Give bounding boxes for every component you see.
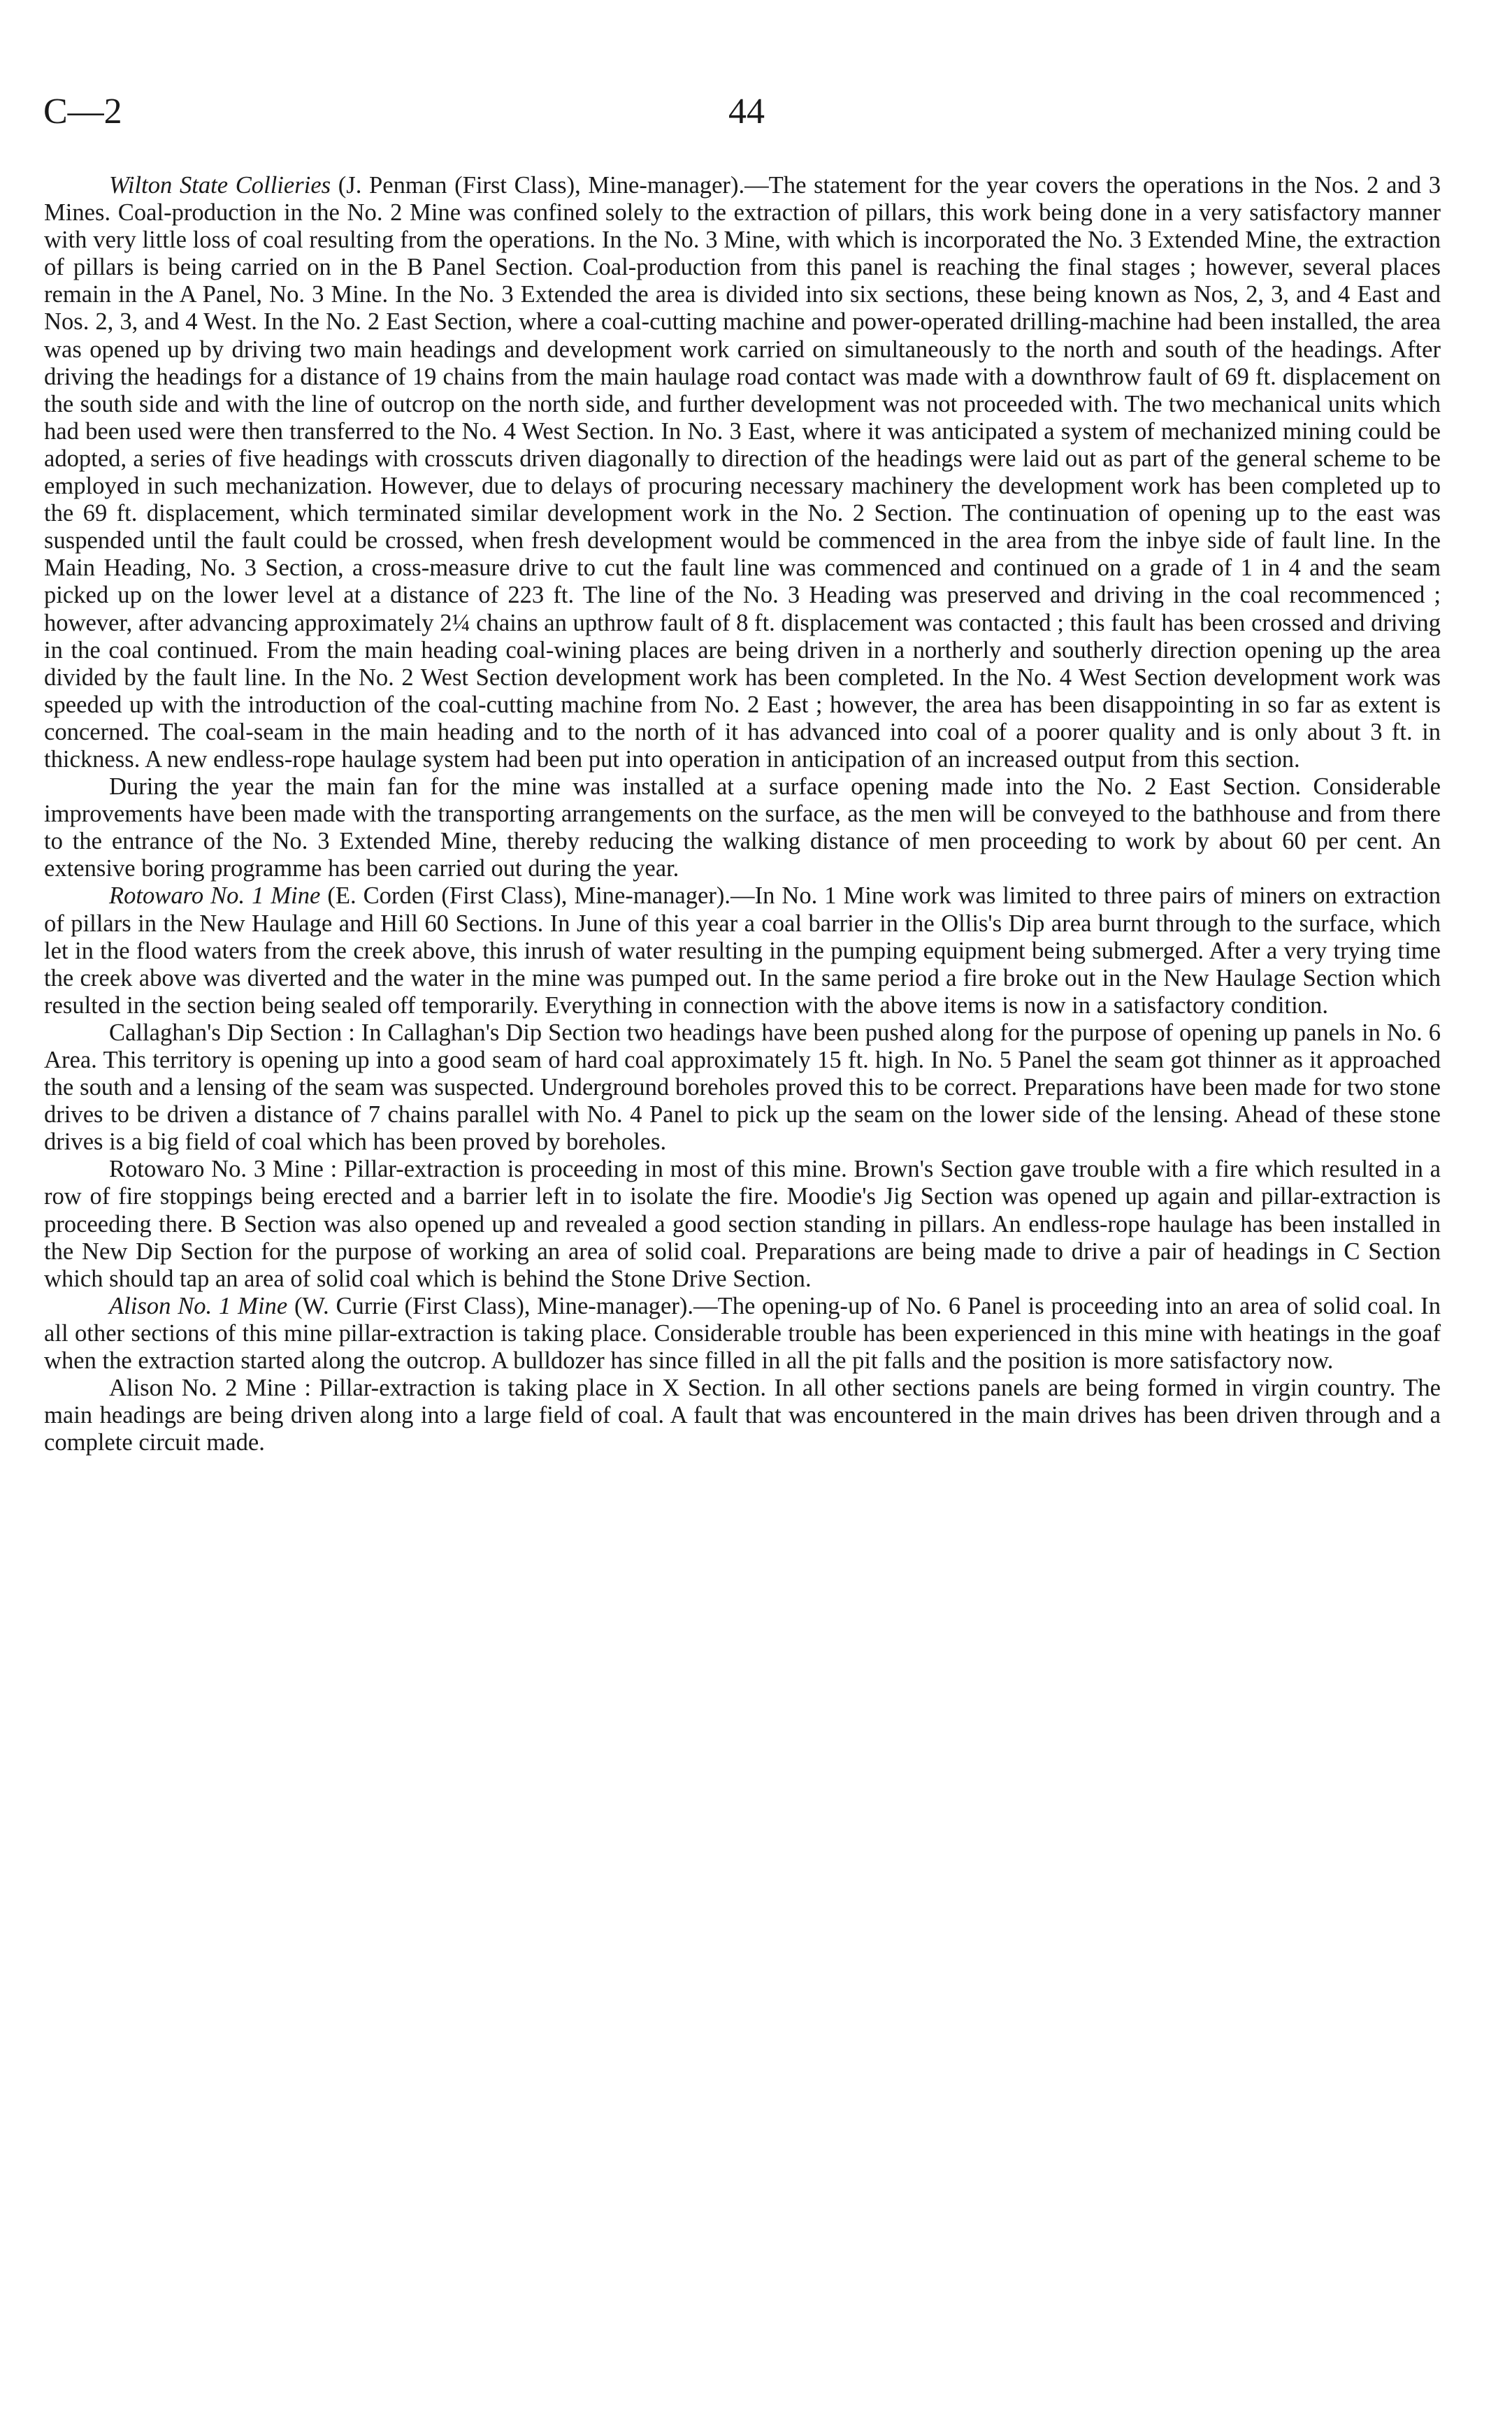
paragraph-main-fan (44, 773, 1441, 882)
paragraph-text: (J. Penman (First Class), Mine-manager).—The statement for the year covers the operations in the Nos. 2 and 3 Mines. Coal-production in the No. 2 Mine was confined solely to the extraction of pillars, this work being done in a very satisfactory manner with very little loss of coal resulting from the operations. In the No. 3 Mine, with which is incorporated the No. 3 Extended Mine, the extraction of pillars is being carried on in the B Panel Section. Coal-production from this panel is reaching the final stages ; however, several places remain in the A Panel, No. 3 Mine. In the No. 3 Extended the area is divided into six sections, these being known as Nos, 2, 3, and 4 East and Nos. 2, 3, and 4 West. In the No. 2 East Section, where a coal-cutting machine and power-operated drilling-machine had been installed, the area was opened up by driving two main headings and development work carried on simultaneously to the north and south of the headings. After driving the headings for a distance of 19 chains from the main haulage road contact was made with a downthrow fault of 69 ft. displacement on the south side and with the line of outcrop on the north side, and further development was not proceeded with. The two mechanical units which had been used were then transferred to the No. 4 West Section. In No. 3 East, where it was anticipated a system of mechanized mining could be adopted, a series of five headings with crosscuts driven diagonally to direction of the headings were laid out as part of the general scheme to be employed in such mechanization. However, due to delays of procuring necessary machinery the development work has been completed up to the 69 ft. displacement, which terminated similar development work in the No. 2 Section. The continuation of opening up to the east was suspended until the fault could be crossed, when fresh development would be commenced in the area from the inbye side of fault line. In the Main Heading, No. 3 Section, a cross-measure drive to cut the fault line was commenced and continued on a grade of 1 in 4 and the seam picked up on the lower level at a distance of 223 ft. The line of the No. 3 Heading was preserved and driving in the coal recommenced ; however, after advancing approximately (44, 172, 1441, 636)
fraction-value: 2¼ (440, 609, 470, 636)
paragraph-text: (W. Currie (First Class), Mine-manager).—The opening-up of No. 6 Panel is proceeding into an area of solid coal. In all other sections of this mine pillar-extraction is taking place. Considerable trouble has been experienced in this mine with heatings in the goaf when the extraction started along the outcrop. A bulldozer has since filled in all the pit falls and the position is more satisfactory now. (44, 1292, 1441, 1375)
paragraph-rotowaro-no3-mine (44, 1156, 1441, 1292)
report-body (44, 172, 1441, 1456)
paragraph-text: (E. Corden (First Class), Mine-manager).—In No. 1 Mine work was limited to three pairs of miners on extraction of pillars in the New Haulage and Hill 60 Sections. In June of this year a coal barrier in the Ollis's Dip area burnt through to the surface, which let in the flood waters from the creek above, this inrush of water resulting in the pumping equipment being submerged. After a very trying time the creek above was diverted and the water in the mine was pumped out. In the same period a fire broke out in the New Haulage Section which resulted in the section being sealed off temporarily. Everything in connection with the above items is now in a satisfactory condition. (44, 882, 1441, 1019)
paragraph-text: Callaghan's Dip Section : In Callaghan's Dip Section two headings have been pushed along for the purpose of opening up panels in No. 6 Area. This territory is opening up into a good seam of hard coal approximately 15 ft. high. In No. 5 Panel the seam got thinner as it approached the south and a lensing of the seam was suspected. Underground boreholes proved this to be correct. Preparations have been made for two stone drives to be driven a distance of 7 chains parallel with No. 4 Panel to pick up the seam on the lower side of the lensing. Ahead of these stone drives is a big field of coal which has been proved by boreholes. (44, 1019, 1441, 1156)
paragraph-callaghans-dip-section (44, 1019, 1441, 1156)
paragraph-text-continued: chains an upthrow fault of 8 ft. displacement was contacted ; this fault has been crossed and driving in the coal continued. From the main heading coal-wining places are being driven in a northerly and southerly direction opening up the area divided by the fault line. In the No. 2 West Section development work has been completed. In the No. 4 West Section development work was speeded up with the introduction of the coal-cutting machine from No. 2 East ; however, the area has been disappointing in so far as extent is concerned. The coal-seam in the main heading and to the north of it has advanced into coal of a poorer quality and is only about 3 ft. in thickness. A new endless-rope haulage system had been put into operation in anticipation of an increased output from this section. (44, 609, 1441, 773)
paragraph-lead-heading: Alison No. 1 Mine (109, 1292, 288, 1319)
page-number: 44 (728, 92, 765, 131)
paragraph-text: Alison No. 2 Mine : Pillar-extraction is taking place in X Section. In all other sections panels are being formed in virgin country. The main headings are being driven along into a large field of coal. A fault that was encountered in the main drives has been driven through and a complete circuit made. (44, 1375, 1441, 1456)
paragraph-lead-heading: Rotowaro No. 1 Mine (109, 882, 321, 910)
paragraph-rotowaro-no1-mine (44, 882, 1441, 1019)
paragraph-text: During the year the main fan for the mine was installed at a surface opening made into the No. 2 East Section. Considerable improvements have been made with the transporting arrangements on the surface, as the men will be conveyed to the bathhouse and from there to the entrance of the No. 3 Extended Mine, thereby reducing the walking distance of men proceeding to work by about 60 per cent. An extensive boring programme has been carried out during the year. (44, 773, 1441, 882)
paragraph-text: Rotowaro No. 3 Mine : Pillar-extraction is proceeding in most of this mine. Brown's Section gave trouble with a fire which resulted in a row of fire stoppings being erected and a barrier left in to isolate the fire. Moodie's Jig Section was opened up again and pillar-extraction is proceeding there. B Section was also opened up and revealed a good section standing in pillars. An endless-rope haulage has been installed in the New Dip Section for the purpose of working an area of solid coal. Preparations are being made to drive a pair of headings in C Section which should tap an area of solid coal which is behind the Stone Drive Section. (44, 1156, 1441, 1292)
paragraph-lead-heading: Wilton State Collieries (109, 172, 331, 199)
paragraph-alison-no1-mine (44, 1293, 1441, 1375)
report-code: C—2 (43, 92, 122, 131)
page-header (43, 84, 1469, 140)
paragraph-wilton-state-collieries (44, 172, 1441, 773)
paragraph-alison-no2-mine (44, 1375, 1441, 1456)
